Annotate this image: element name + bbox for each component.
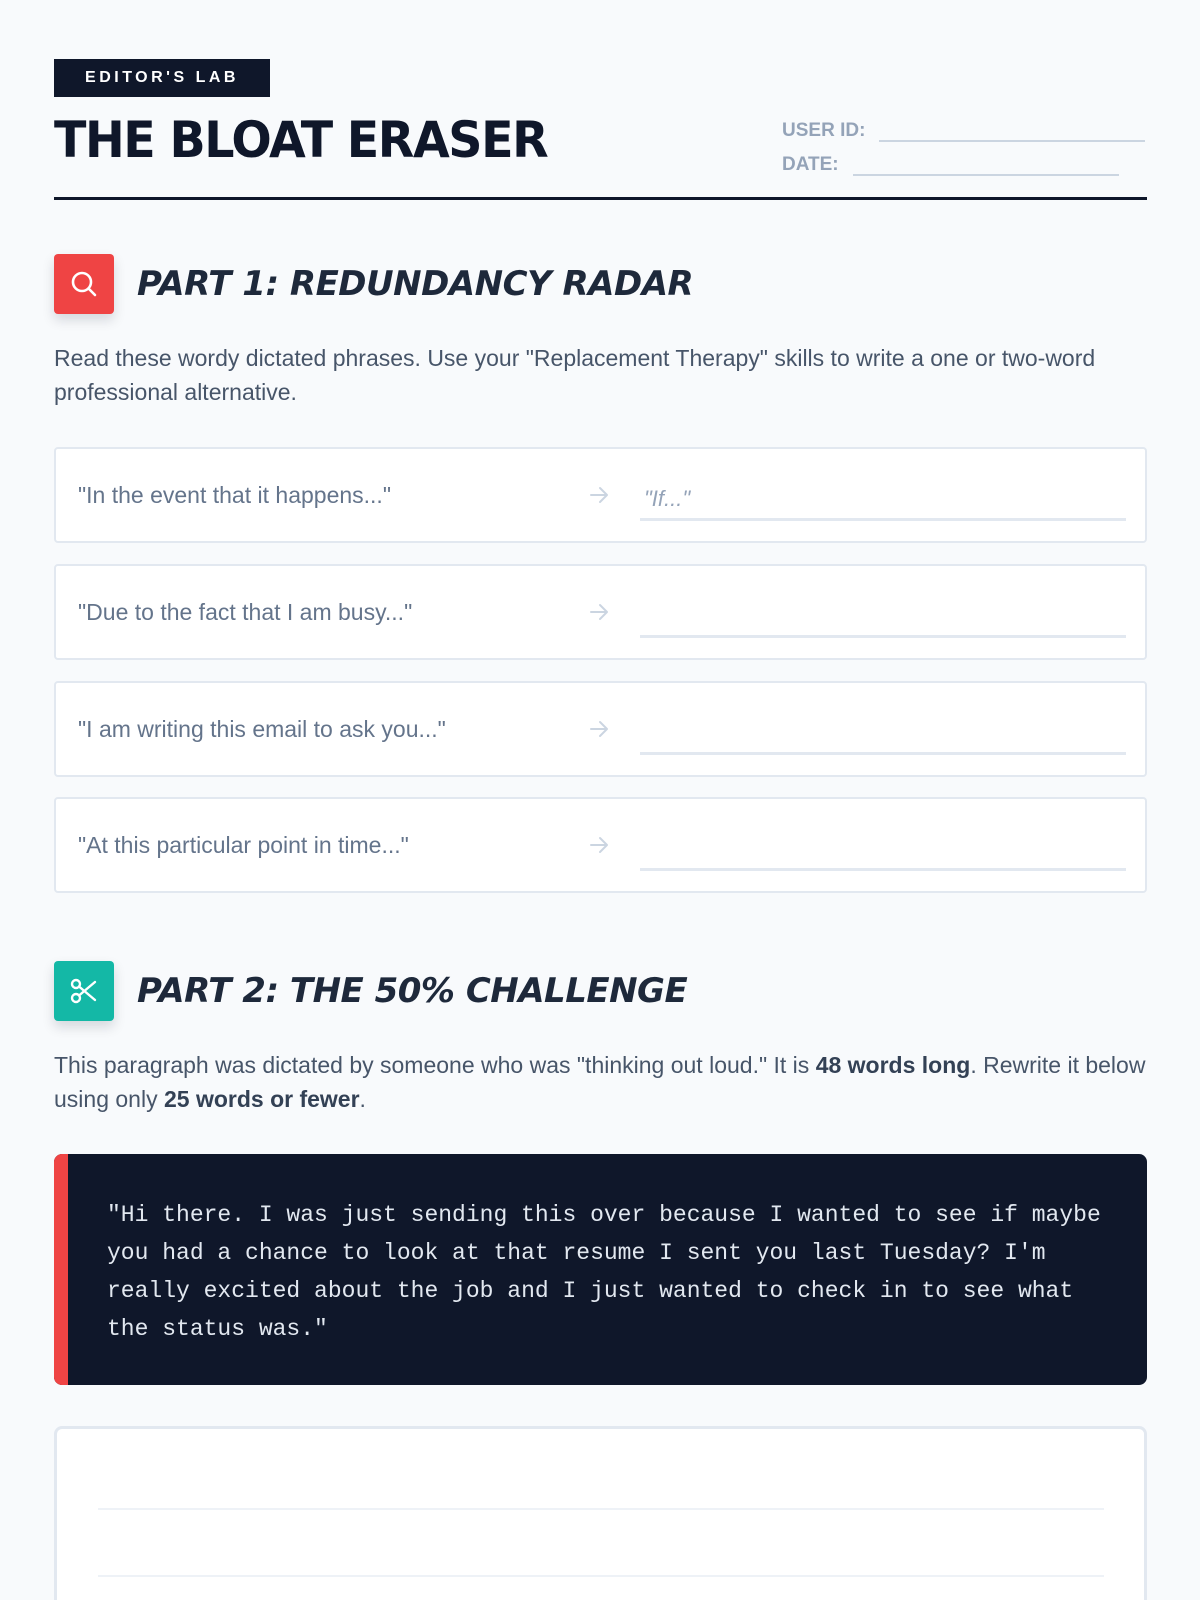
part2-heading (54, 961, 687, 1021)
answer-field[interactable] (640, 713, 1126, 755)
wordy-phrase: "I am writing this email to ask you..." (78, 715, 446, 742)
wordy-phrase: "At this particular point in time..." (78, 831, 409, 858)
phrase-row (54, 447, 1147, 543)
writing-line (98, 1575, 1104, 1577)
user-id-field[interactable] (879, 120, 1145, 142)
rewrite-area[interactable] (54, 1426, 1147, 1600)
lab-badge: EDITOR'S LAB (54, 59, 270, 97)
dictated-paragraph (54, 1154, 1147, 1385)
phrase-row (54, 797, 1147, 893)
wordy-phrase: "Due to the fact that I am busy..." (78, 598, 413, 625)
part1-title: PART 1: REDUNDANCY RADAR (137, 264, 694, 304)
scissors-icon (54, 961, 114, 1021)
page-title: THE BLOAT ERASER (54, 111, 548, 169)
date-row (782, 142, 1147, 176)
search-icon (54, 254, 114, 314)
answer-field[interactable] (640, 829, 1126, 871)
user-id-label: USER ID: (782, 120, 866, 141)
desc-text: This paragraph was dictated by someone who was "thinking out loud." It is (54, 1052, 816, 1078)
answer-field[interactable]: "If..." (640, 479, 1126, 521)
meta-fields (782, 108, 1147, 176)
date-field[interactable] (853, 154, 1119, 176)
desc-text: . (359, 1086, 366, 1112)
phrase-row (54, 564, 1147, 660)
quote-accent-bar (54, 1154, 68, 1385)
quote-text: "Hi there. I was just sending this over because I wanted to see if maybe you had a chance to look at that resume I sent you last Tuesday? I'm really excited about the job and I just wanted to check in to see what the status was." (107, 1202, 1101, 1342)
answer-field[interactable] (640, 596, 1126, 638)
worksheet-header (54, 0, 1147, 200)
arrow-right-icon (588, 683, 610, 775)
user-id-row (782, 108, 1147, 142)
worksheet-page (54, 0, 1147, 1342)
word-count: 48 words long (815, 1052, 971, 1078)
wordy-phrase: "In the event that it happens..." (78, 481, 391, 508)
part2-description (54, 1048, 1147, 1116)
writing-line (98, 1508, 1104, 1510)
arrow-right-icon (588, 449, 610, 541)
word-limit: 25 words or fewer (163, 1086, 360, 1112)
desc-text: . Rewrite it below using only (54, 1052, 1146, 1112)
phrase-row (54, 681, 1147, 777)
part2-title: PART 2: THE 50% CHALLENGE (137, 971, 688, 1011)
part1-description: Read these wordy dictated phrases. Use your "Replacement Therapy" skills to write a one or two-word professional alternative. (54, 345, 1096, 405)
date-label: DATE: (782, 154, 839, 175)
arrow-right-icon (588, 799, 610, 891)
part1-heading (54, 254, 693, 314)
arrow-right-icon (588, 566, 610, 658)
